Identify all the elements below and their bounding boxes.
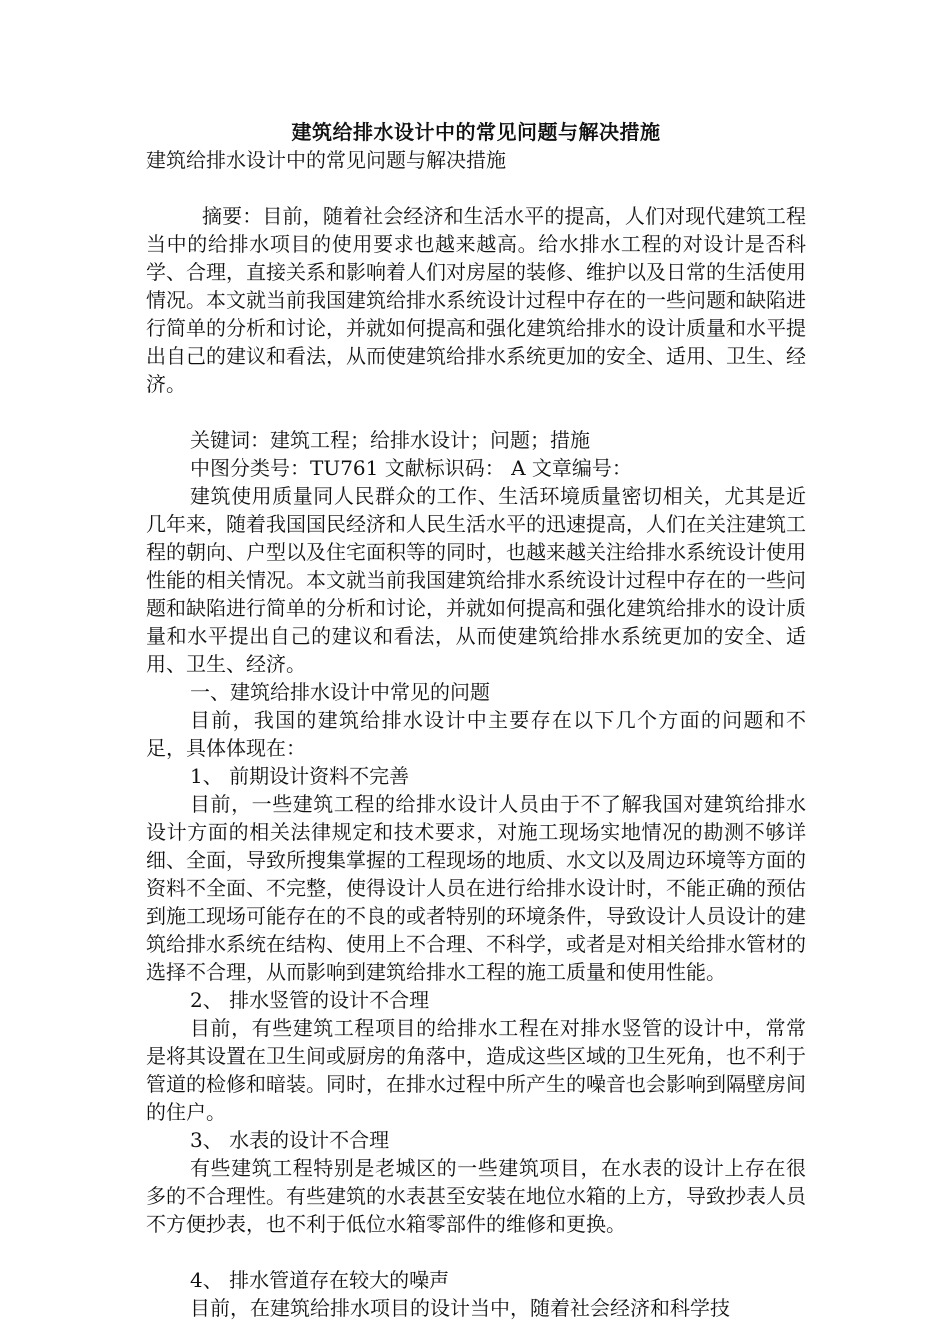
abstract-paragraph: 摘要：目前，随着社会经济和生活水平的提高，人们对现代建筑工程当中的给排水项目的使用要求也越来越高。给水排水工程的对设计是否科学、合理，直接关系和影响着人们对房屋的装修、维护以及日常的生活使用情况。本文就当前我国建筑给排水系统设计过程中存在的一些问题和缺陷进行简单的分析和讨论，并就如何提高和强化建筑给排水的设计质量和水平提出自己的建议和看法，从而使建筑给排水系统更加的安全、适用、卫生、经济。 xyxy=(146,204,806,396)
classification-line: 中图分类号：TU761 文献标识码： A 文章编号： xyxy=(190,456,632,480)
document-page xyxy=(146,118,806,1322)
item-heading: 1、 前期设计资料不完善 xyxy=(190,764,410,788)
item-heading: 3、 水表的设计不合理 xyxy=(190,1128,390,1152)
document-subtitle: 建筑给排水设计中的常见问题与解决措施 xyxy=(146,148,506,172)
section-intro-paragraph: 目前，我国的建筑给排水设计中主要存在以下几个方面的问题和不足，具体体现在： xyxy=(146,708,806,760)
item-paragraph: 目前，有些建筑工程项目的给排水工程在对排水竖管的设计中，常常是将其设置在卫生间或厨房的角落中，造成这些区域的卫生死角，也不利于管道的检修和暗装。同时，在排水过程中所产生的噪音也会影响到隔壁房间的住户。 xyxy=(146,1016,806,1124)
item-paragraph: 有些建筑工程特别是老城区的一些建筑项目，在水表的设计上存在很多的不合理性。有些建筑的水表甚至安装在地位水箱的上方，导致抄表人员不方便抄表，也不利于低位水箱零部件的维修和更换。 xyxy=(146,1156,806,1236)
item-paragraph: 目前，在建筑给排水项目的设计当中，随着社会经济和科学技 xyxy=(190,1296,730,1320)
blank-line xyxy=(146,398,806,426)
section-heading: 一、建筑给排水设计中常见的问题 xyxy=(190,680,490,704)
item-heading: 4、 排水管道存在较大的噪声 xyxy=(190,1268,450,1292)
intro-paragraph: 建筑使用质量同人民群众的工作、生活环境质量密切相关，尤其是近几年来，随着我国国民经济和人民生活水平的迅速提高，人们在关注建筑工程的朝向、户型以及住宅面积等的同时，也越来越关注给排水系统设计使用性能的相关情况。本文就当前我国建筑给排水系统设计过程中存在的一些问题和缺陷进行简单的分析和讨论，并就如何提高和强化建筑给排水的设计质量和水平提出自己的建议和看法，从而使建筑给排水系统更加的安全、适用、卫生、经济。 xyxy=(146,484,806,676)
document-title: 建筑给排水设计中的常见问题与解决措施 xyxy=(291,120,661,144)
keywords-line: 关键词：建筑工程；给排水设计；问题；措施 xyxy=(190,428,590,452)
blank-line xyxy=(146,174,806,202)
item-paragraph: 目前，一些建筑工程的给排水设计人员由于不了解我国对建筑给排水设计方面的相关法律规定和技术要求，对施工现场实地情况的勘测不够详细、全面，导致所搜集掌握的工程现场的地质、水文以及周边环境等方面的资料不全面、不完整，使得设计人员在进行给排水设计时，不能正确的预估到施工现场可能存在的不良的或者特别的环境条件，导致设计人员设计的建筑给排水系统在结构、使用上不合理、不科学，或者是对相关给排水管材的选择不合理，从而影响到建筑给排水工程的施工质量和使用性能。 xyxy=(146,792,806,984)
item-heading: 2、 排水竖管的设计不合理 xyxy=(190,988,430,1012)
blank-line xyxy=(146,1238,806,1266)
